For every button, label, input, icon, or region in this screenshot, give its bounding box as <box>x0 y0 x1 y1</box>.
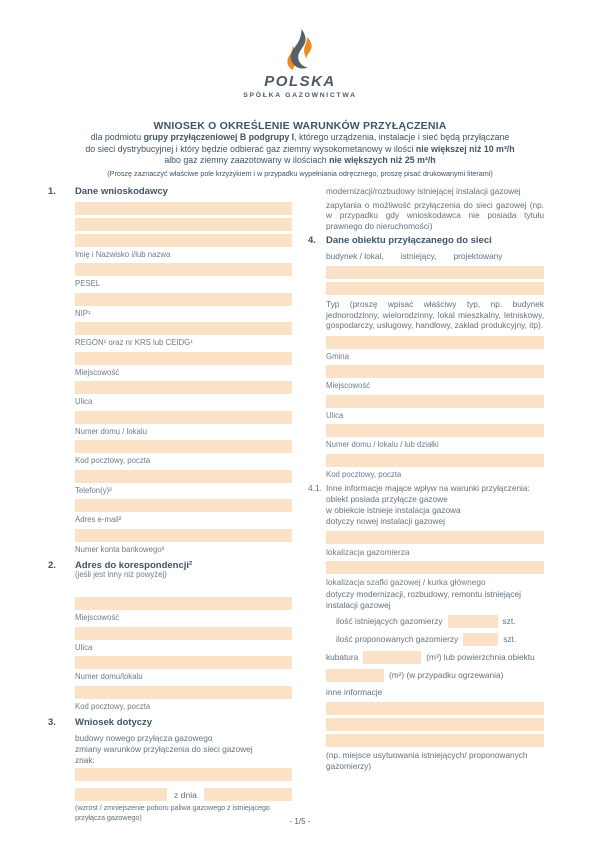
bank-account-input[interactable] <box>75 529 292 542</box>
existing-meters-label: ilość istniejących gazomierzy <box>336 616 443 627</box>
other-info-input-2[interactable] <box>326 718 544 731</box>
object-kind-planned: projektowany <box>453 251 503 261</box>
correspondence-postal-label: Kod pocztowy, poczta <box>75 701 151 711</box>
object-kind-row <box>326 251 544 261</box>
kubatura-row <box>326 651 544 664</box>
left-column <box>48 186 292 823</box>
proposed-meters-unit: szt. <box>503 634 517 645</box>
regon-input[interactable] <box>75 322 292 335</box>
case-sign-input-2[interactable] <box>75 788 167 801</box>
section-2-subtitle: (jeśli jest inny niż powyżej) <box>75 570 167 579</box>
applicant-house-number-input[interactable] <box>75 411 292 424</box>
object-type-description: Typ (proszę wpisać właściwy typ, np. budynek jednorodzinny, wielorodzinny, lokal mieszkalny, letniskowy, gospodarczy, usługowy, handlowy, zakład produkcyjny, itp). <box>326 299 544 330</box>
applicant-name-input-1[interactable] <box>75 202 292 215</box>
object-type-input[interactable] <box>326 336 544 349</box>
area-unit-label: (m²) (w przypadku ogrzewania) <box>389 670 504 681</box>
pesel-input[interactable] <box>75 263 292 276</box>
info-has-connection: obiekt posiada przyłącze gazowe <box>326 494 448 504</box>
applicant-name-label: Imię i Nazwisko i/lub nazwa <box>75 249 171 259</box>
request-option-new-connection: budowy nowego przyłącza gazowego <box>75 733 213 743</box>
kubatura-unit-label: (m³) lub powierzchnia obiektu <box>426 652 535 663</box>
section-3-continued <box>308 186 544 236</box>
correspondence-city-label: Miejscowość <box>75 613 120 622</box>
proposed-meters-label: ilość proponowanych gazomierzy <box>336 634 459 645</box>
date-from-label: z dnia <box>174 789 197 800</box>
section-3-title: Wniosek dotyczy <box>75 717 153 728</box>
existing-meters-row <box>336 615 544 628</box>
request-option-change-conditions: zmiany warunków przyłączenia do sieci gazowej <box>75 744 253 754</box>
page-number: - 1/5 - <box>289 817 311 826</box>
applicant-street-input[interactable] <box>75 381 292 394</box>
applicant-city-label: Miejscowość <box>75 367 120 377</box>
section-2-number: 2. <box>48 560 56 571</box>
form-subtitle-line1: dla podmiotu grupy przyłączeniowej B podgrupy I, którego urządzenia, instalacje i sieć będą przyłączane <box>90 132 510 142</box>
object-city-input[interactable] <box>326 365 544 378</box>
phone-label: Telefon(y)² <box>75 485 112 495</box>
form-subtitle-line2: do sieci dystrybucyjnej i który będzie odbierać gaz ziemny wysokometanowy w ilości nie większej niż 10 m³/h <box>85 143 515 154</box>
correspondence-postal-input[interactable] <box>75 686 292 699</box>
proposed-meters-count-input[interactable] <box>463 633 498 646</box>
applicant-street-label: Ulica <box>75 397 93 406</box>
section-4 <box>308 235 544 483</box>
section-4-1 <box>308 483 544 772</box>
other-info-label: inne informacje <box>326 687 383 697</box>
email-input[interactable] <box>75 499 292 512</box>
brand-name: POLSKA <box>264 73 336 90</box>
section-4-1-number: 4.1. <box>308 483 322 493</box>
applicant-postal-code-label: Kod pocztowy, poczta <box>75 456 151 465</box>
applicant-postal-code-input[interactable] <box>75 440 292 453</box>
pesel-label: PESEL <box>75 279 101 288</box>
gmina-label: Gmina <box>326 351 349 361</box>
section-3 <box>48 717 292 822</box>
form-subtitle-line3: albo gaz ziemny zaazotowany w ilościach nie większych niż 25 m³/h <box>164 155 436 165</box>
correspondence-house-label: Numer domu/lokalu <box>75 672 143 681</box>
form-instruction-note: (Proszę zaznaczyć właściwe pole krzyżykiem i w przypadku wypełniania odręcznego, proszę pisać drukowanymi literami) <box>107 168 493 178</box>
phone-input[interactable] <box>75 470 292 483</box>
object-kind-building: budynek / lokal, <box>326 251 384 261</box>
section-1-title: Dane wnioskodawcy <box>75 185 168 197</box>
gas-box-location-input[interactable] <box>326 561 544 574</box>
gas-box-location-label: lokalizacja szafki gazowej / kurka głównego <box>326 577 486 587</box>
section-4-1-title: Inne informacje mające wpływ na warunki przyłączenia: <box>326 483 530 493</box>
area-row <box>326 669 544 682</box>
case-sign-input[interactable] <box>75 768 292 781</box>
applicant-city-input[interactable] <box>75 352 292 365</box>
form-columns <box>48 186 600 823</box>
regon-label: REGON¹ oraz nr KRS lub CEIDG¹ <box>75 338 193 347</box>
bank-account-label: Numer konta bankowego³ <box>75 544 165 554</box>
other-info-input-3[interactable] <box>326 734 544 747</box>
object-house-label: Numer domu / lokalu / lub działki <box>326 440 439 449</box>
case-date-row <box>75 788 292 801</box>
existing-meters-unit: szt. <box>502 616 516 627</box>
correspondence-street-label: Ulica <box>75 642 93 652</box>
object-kind-input-2[interactable] <box>326 282 544 295</box>
request-option-modernization: modernizacji/rozbudowy istniejącej instalacji gazowej <box>326 185 521 196</box>
correspondence-street-input[interactable] <box>75 627 292 640</box>
section-1 <box>48 186 292 559</box>
other-info-input-1[interactable] <box>326 702 544 715</box>
case-sign-label: znak: <box>75 755 95 765</box>
applicant-name-input-2[interactable] <box>75 218 292 231</box>
object-postal-label: Kod pocztowy, poczta <box>326 469 402 479</box>
section-4-title: Dane obiektu przyłączanego do sieci <box>326 235 492 246</box>
object-postal-input[interactable] <box>326 454 544 467</box>
object-street-input[interactable] <box>326 395 544 408</box>
form-title: WNIOSEK O OKREŚLENIE WARUNKÓW PRZYŁĄCZENIA <box>153 120 447 132</box>
kubatura-input[interactable] <box>363 651 421 664</box>
info-has-installation: w obiekcie istnieje instalacja gazowa <box>326 505 461 515</box>
nip-input[interactable] <box>75 293 292 306</box>
request-option-inquiry: zapytania o możliwość przyłączenia do sieci gazowej (np. w przypadku gdy wnioskodawca nie posiada tytułu prawnego do nieruchomości) <box>326 199 544 231</box>
section-3-number: 3. <box>48 717 56 728</box>
brand-subtitle: SPÓŁKA GAZOWNICTWA <box>243 92 357 99</box>
existing-meters-count-input[interactable] <box>448 615 498 628</box>
flame-icon <box>283 29 317 71</box>
case-date-input[interactable] <box>204 788 292 801</box>
applicant-house-number-label: Numer domu / lokalu <box>75 426 147 436</box>
right-column <box>308 186 544 823</box>
object-kind-input-1[interactable] <box>326 266 544 279</box>
nip-label: NIP¹ <box>75 308 91 318</box>
info-modernization: dotyczy modernizacji, rozbudowy, remontu istniejącej instalacji gazowej <box>326 589 521 610</box>
section-1-number: 1. <box>48 185 56 197</box>
email-label: Adres e-mail² <box>75 515 122 524</box>
object-house-input[interactable] <box>326 424 544 437</box>
kubatura-label: kubatura <box>326 652 359 663</box>
section-4-1-note: (np. miejsce usytuowania istniejących/ proponowanych gazomierzy) <box>326 750 528 771</box>
meter-location-input[interactable] <box>326 531 544 544</box>
section-2 <box>48 560 292 715</box>
applicant-name-input-3[interactable] <box>75 234 292 247</box>
section-2-title: Adres do korespondencji² <box>75 560 193 571</box>
object-city-label: Miejscowość <box>326 381 371 390</box>
section-3-note: (wzrost / zmniejszenie poboru paliwa gazowego z istniejącego przyłącza gazowego) <box>75 803 270 822</box>
correspondence-city-input[interactable] <box>75 597 292 610</box>
object-street-label: Ulica <box>326 410 344 420</box>
meter-location-label: lokalizacja gazomierza <box>326 547 410 557</box>
info-new-installation: dotyczy nowej instalacji gazowej <box>326 516 445 526</box>
form-header <box>0 0 600 178</box>
object-kind-existing: istniejący, <box>400 251 437 261</box>
correspondence-house-input[interactable] <box>75 656 292 669</box>
proposed-meters-row <box>336 633 544 646</box>
section-4-number: 4. <box>308 235 316 246</box>
area-input[interactable] <box>326 669 384 682</box>
